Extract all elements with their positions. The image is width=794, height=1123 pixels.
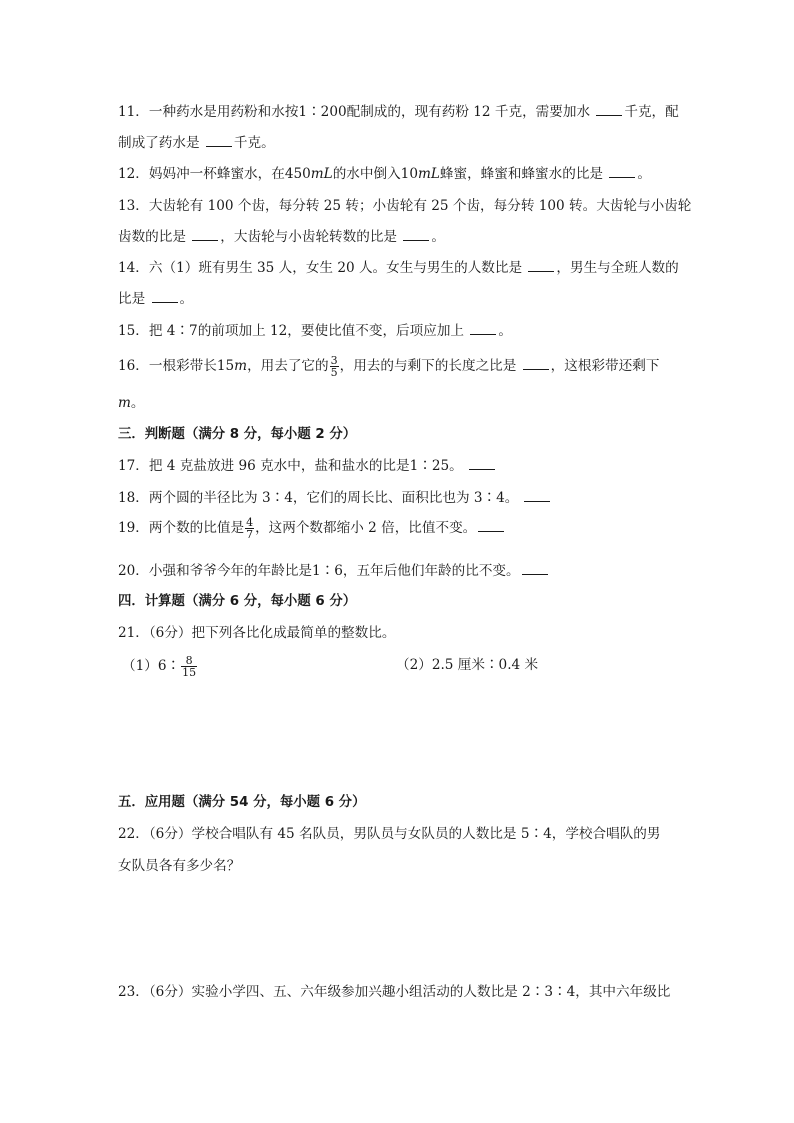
q18-text: 18．两个圆的半径比为 3∶4，它们的周长比、面积比也为 3∶4。: [118, 490, 519, 506]
q12-unit-2: mL: [417, 166, 440, 182]
q19-text-a: 19．两个数的比值是: [118, 520, 245, 536]
question-12: [118, 164, 651, 184]
q13-text-a: 13．大齿轮有 100 个齿，每分转 25 转；小齿轮有 25 个齿，每分转 100 转。大齿轮与小齿轮: [118, 198, 692, 214]
section-3-title: 三．判断题（满分 8 分，每小题 2 分）: [118, 427, 357, 442]
q12-blank[interactable]: [609, 165, 635, 178]
q16-unit: m: [234, 358, 248, 374]
q16-blank-1[interactable]: [523, 357, 549, 370]
question-23: [118, 982, 670, 1002]
q17-blank[interactable]: [469, 457, 495, 470]
q11-blank-2[interactable]: [206, 134, 232, 147]
question-16-line-1: [118, 353, 659, 379]
question-13-line-2: [118, 227, 445, 247]
question-17: [118, 456, 497, 476]
q18-blank[interactable]: [524, 489, 550, 502]
q12-text-d: 。: [637, 166, 651, 182]
q13-blank-2[interactable]: [403, 228, 429, 241]
q16-fraction: [330, 355, 339, 378]
q17-text: 17．把 4 克盐放进 96 克水中，盐和盐水的比是1∶25。: [118, 458, 463, 474]
question-19: [118, 515, 506, 541]
q12-text-a: 12．妈妈冲一杯蜂蜜水，在450: [118, 166, 311, 182]
q21-part-1-fraction: [181, 655, 197, 678]
q19-fraction: [245, 517, 254, 540]
question-14-line-2: [118, 289, 193, 309]
q15-text-a: 15．把 4∶7的前项加上 12，要使比值不变，后项应加上: [118, 323, 469, 339]
question-15: [118, 321, 512, 341]
q14-text-b: ，男生与全班人数的: [556, 260, 679, 276]
q19-blank[interactable]: [478, 519, 504, 532]
q19-frac-denominator: 7: [246, 528, 254, 541]
q21-part-1-label: （1）6∶: [122, 658, 181, 674]
q13-text-b: 齿数的比是: [118, 229, 191, 245]
q16-unit-2: m: [118, 395, 131, 411]
q15-blank[interactable]: [470, 322, 496, 335]
q21-frac-denominator: 15: [182, 666, 197, 679]
q12-unit-1: mL: [310, 166, 333, 182]
question-22-line-1: [118, 824, 660, 844]
q21-part-2-text: （2）2.5 厘米∶0.4 米: [396, 657, 539, 673]
question-21-part-2: [396, 655, 538, 675]
q16-frac-denominator: 5: [330, 366, 338, 379]
q16-text-d: ，这根彩带还剩下: [550, 358, 660, 374]
question-21: [118, 623, 395, 643]
question-16-line-2: [118, 393, 144, 413]
q21-text: 21．（6分）把下列各比化成最简单的整数比。: [118, 625, 396, 641]
q19-text-b: ，这两个数都缩小 2 倍，比值不变。: [255, 520, 477, 536]
question-11-line-1: [118, 102, 679, 122]
q20-blank[interactable]: [522, 562, 548, 575]
q11-text-a: 11．一种药水是用药粉和水按1∶200配制成的，现有药粉 12 千克，需要加水: [118, 104, 595, 120]
q11-text-b: 千克，配: [624, 104, 679, 120]
q11-text-d: 千克。: [233, 135, 275, 151]
question-20: [118, 561, 550, 581]
section-4-title: 四．计算题（满分 6 分，每小题 6 分）: [118, 594, 357, 609]
q14-blank-1[interactable]: [528, 259, 554, 272]
q16-text-a: 16．一根彩带长15: [118, 358, 235, 374]
q22-text-b: 女队员各有多少名？: [118, 858, 241, 874]
question-14-line-1: [118, 258, 679, 278]
question-11-line-2: [118, 133, 275, 153]
q16-text-b: ，用去了它的: [247, 358, 329, 374]
q22-text-a: 22．（6分）学校合唱队有 45 名队员，男队员与女队员的人数比是 5∶4，学校合唱队的男: [118, 826, 661, 842]
q12-text-c: 蜂蜜，蜂蜜和蜂蜜水的比是: [439, 166, 608, 182]
q15-text-b: 。: [498, 323, 512, 339]
q16-text-e: 。: [130, 395, 145, 411]
q20-text: 20．小强和爷爷今年的年龄比是1∶6，五年后他们年龄的比不变。: [118, 563, 520, 579]
question-21-part-1: [122, 652, 198, 680]
q14-text-c: 比是: [118, 291, 150, 307]
q11-text-c: 制成了药水是: [118, 135, 204, 151]
question-22-line-2: [118, 856, 240, 876]
q23-text-a: 23．（6分）实验小学四、五、六年级参加兴趣小组活动的人数比是 2∶3∶4，其中六年级比: [118, 984, 671, 1000]
q13-text-d: 。: [431, 229, 445, 245]
question-13-line-1: [118, 196, 691, 216]
q11-blank-1[interactable]: [596, 103, 622, 116]
q13-blank-1[interactable]: [192, 228, 218, 241]
q13-text-c: ，大齿轮与小齿轮转数的比是: [220, 229, 402, 245]
q14-blank-2[interactable]: [152, 290, 178, 303]
q19-frac-numerator: 4: [246, 516, 254, 529]
q21-frac-numerator: 8: [185, 654, 193, 667]
question-18: [118, 488, 552, 508]
q16-frac-numerator: 3: [330, 354, 338, 367]
q12-text-b: 的水中倒入10: [332, 166, 418, 182]
q14-text-a: 14．六（1）班有男生 35 人，女生 20 人。女生与男生的人数比是: [118, 260, 527, 276]
section-5-title: 五．应用题（满分 54 分，每小题 6 分）: [118, 795, 366, 810]
q14-text-d: 。: [179, 291, 194, 307]
q16-text-c: ，用去的与剩下的长度之比是: [339, 358, 521, 374]
